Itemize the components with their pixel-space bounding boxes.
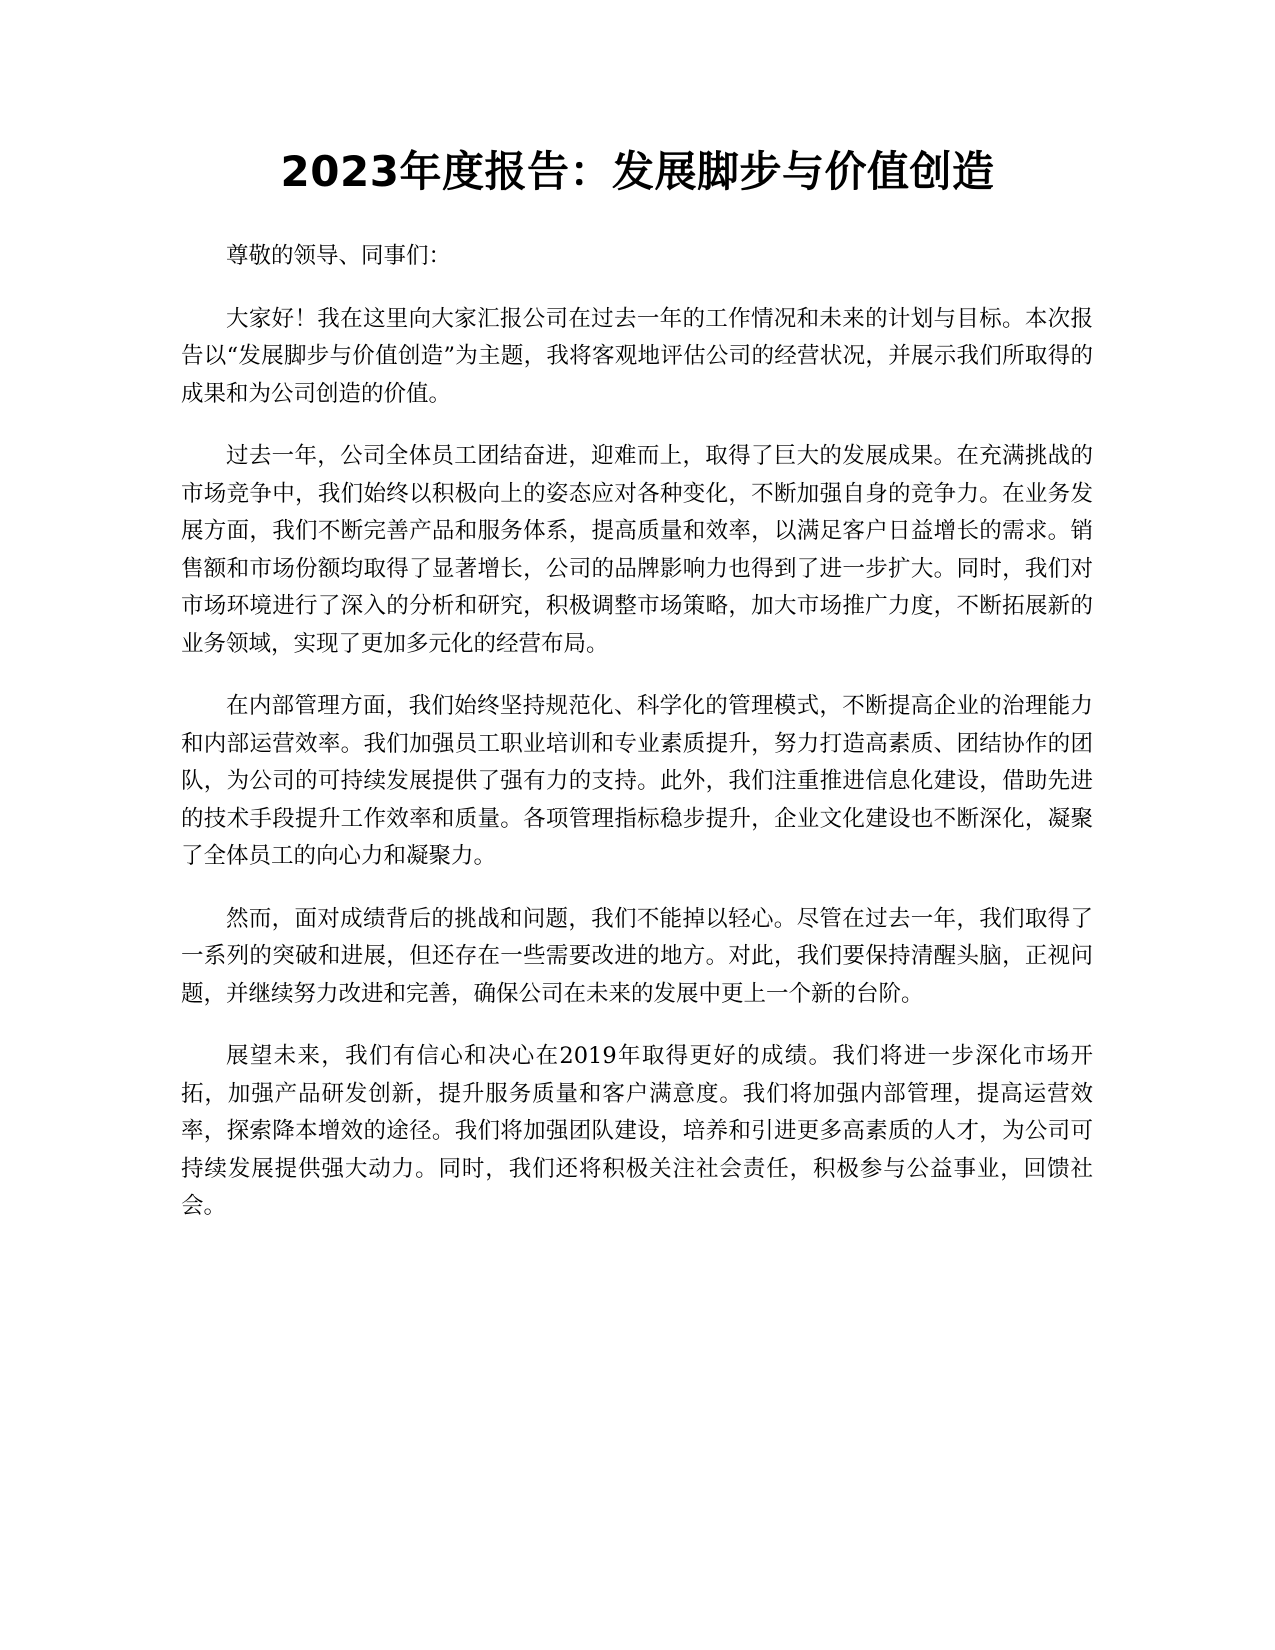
outlook-paragraph: 展望未来，我们有信心和决心在2019年取得更好的成绩。我们将进一步深化市场开拓，加强产品研发创新，提升服务质量和客户满意度。我们将加强内部管理，提高运营效率，探索降本增效的途径。我们将加强团队建设，培养和引进更多高素质的人才，为公司可持续发展提供强大动力。同时，我们还将积极关注社会责任，积极参与公益事业，回馈社会。 [181,1043,1093,1219]
salutation-paragraph: 尊敬的领导、同事们： [226,243,452,269]
management-paragraph: 在内部管理方面，我们始终坚持规范化、科学化的管理模式，不断提高企业的治理能力和内部运营效率。我们加强员工职业培训和专业素质提升，努力打造高素质、团结协作的团队，为公司的可持续发展提供了强有力的支持。此外，我们注重推进信息化建设，借助先进的技术手段提升工作效率和质量。各项管理指标稳步提升，企业文化建设也不断深化，凝聚了全体员工的向心力和凝聚力。 [181,693,1093,869]
challenges-paragraph: 然而，面对成绩背后的挑战和问题，我们不能掉以轻心。尽管在过去一年，我们取得了一系列的突破和进展，但还存在一些需要改进的地方。对此，我们要保持清醒头脑，正视问题，并继续努力改进和完善，确保公司在未来的发展中更上一个新的台阶。 [181,905,1093,1007]
business-paragraph: 过去一年，公司全体员工团结奋进，迎难而上，取得了巨大的发展成果。在充满挑战的市场竞争中，我们始终以积极向上的姿态应对各种变化，不断加强自身的竞争力。在业务发展方面，我们不断完善产品和服务体系，提高质量和效率，以满足客户日益增长的需求。销售额和市场份额均取得了显著增长，公司的品牌影响力也得到了进一步扩大。同时，我们对市场环境进行了深入的分析和研究，积极调整市场策略，加大市场推广力度，不断拓展新的业务领域，实现了更加多元化的经营布局。 [181,443,1093,657]
document-title: 2023年度报告：发展脚步与价值创造 [280,147,995,196]
intro-paragraph: 大家好！我在这里向大家汇报公司在过去一年的工作情况和未来的计划与目标。本次报告以“发展脚步与价值创造”为主题，我将客观地评估公司的经营状况，并展示我们所取得的成果和为公司创造的价值。 [181,305,1093,407]
document-body [181,238,1093,1251]
